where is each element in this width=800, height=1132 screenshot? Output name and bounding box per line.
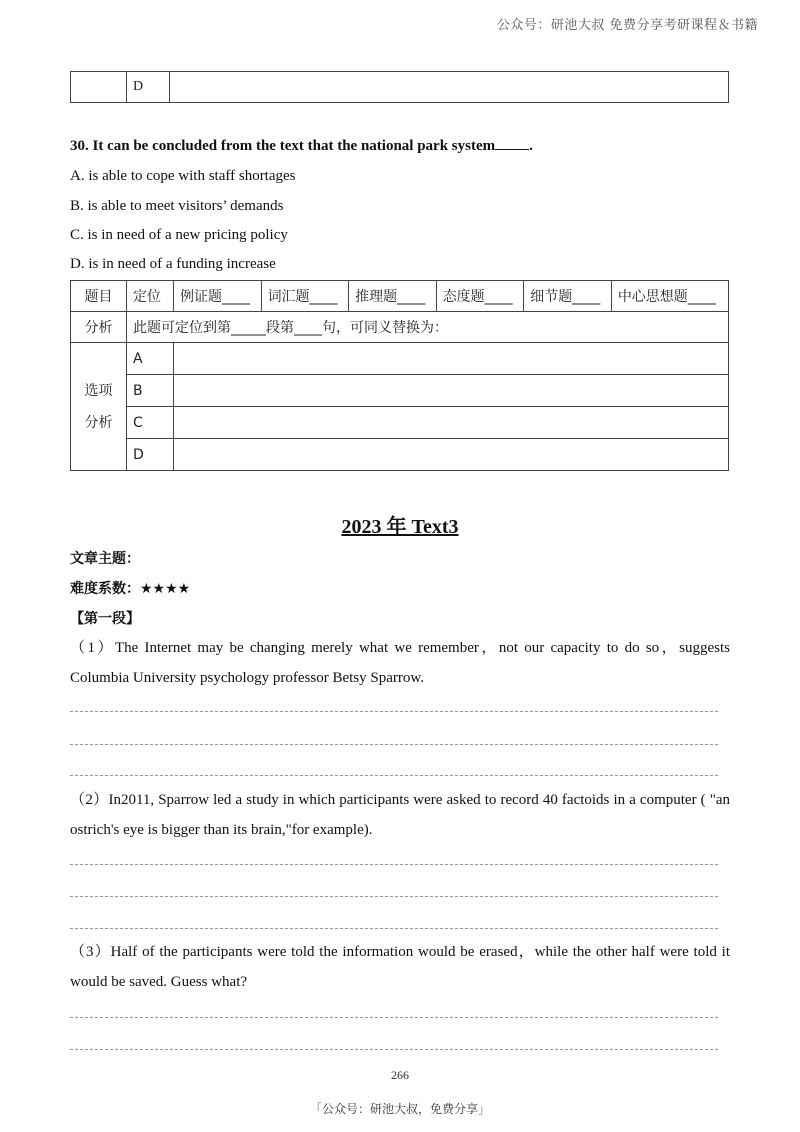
option-cell: D [127, 72, 170, 103]
dashed-line [70, 896, 718, 897]
empty-cell [71, 72, 127, 103]
dashed-line [70, 711, 718, 712]
option-a-cell: A [127, 343, 174, 375]
question-text: 30. It can be concluded from the text that the national park system [70, 138, 496, 154]
type-detail: 细节题____ [524, 281, 612, 312]
label-topic: 题目 [71, 281, 127, 312]
option-c: C. is in need of a new pricing policy [70, 227, 288, 243]
option-d: D. is in need of a funding increase [70, 256, 276, 272]
option-c-answer [174, 407, 729, 439]
type-inference: 推理题____ [349, 281, 437, 312]
header-note: 公众号：研池大叔 免费分享考研课程＆书籍 [496, 18, 758, 33]
option-a: A. is able to cope with staff shortages [70, 168, 296, 184]
analysis-table [70, 280, 729, 471]
section-title: 2023 年 Text3 [341, 516, 459, 538]
difficulty-label: 难度系数：★★★★ [70, 581, 191, 597]
dashed-line [70, 775, 718, 776]
question-end: . [529, 138, 533, 154]
answer-cell [170, 72, 729, 103]
type-locate: 定位 [127, 281, 174, 312]
dashed-line [70, 1017, 718, 1018]
type-vocab: 词汇题____ [261, 281, 349, 312]
option-label-1: 选项 [84, 382, 113, 399]
question-title [70, 138, 533, 155]
sentence-3: （3）Half of the participants were told the information would be erased，while the other half were told it would be saved. Guess what? [70, 944, 730, 990]
option-d-answer [174, 439, 729, 471]
page-number: 266 [391, 1068, 409, 1082]
option-c-cell: C [127, 407, 174, 439]
theme-label: 文章主题： [70, 551, 140, 567]
option-b-cell: B [127, 375, 174, 407]
option-b-answer [174, 375, 729, 407]
dashed-line [70, 744, 718, 745]
label-analysis: 分析 [71, 312, 127, 343]
option-label-2: 分析 [84, 414, 113, 431]
option-b: B. is able to meet visitors’ demands [70, 198, 284, 214]
footer-note: 「公众号：研池大叔，免费分享」 [309, 1102, 490, 1116]
dashed-line [70, 928, 718, 929]
sentence-2: （2）In2011, Sparrow led a study in which participants were asked to record 40 factoids in a computer ( "an ostrich's eye is bigger than its brain,"for example). [70, 792, 730, 838]
blank-line [495, 148, 529, 150]
sentence-1: （1）The Internet may be changing merely what we remember，not our capacity to do so，suggests Columbia University psychology professor Betsy Sparrow. [70, 640, 730, 686]
dashed-line [70, 864, 718, 865]
locate-text: 此题可定位到第_____段第____句，可同义替换为： [127, 312, 729, 343]
dashed-line [70, 1049, 718, 1050]
type-example: 例证题____ [174, 281, 262, 312]
type-attitude: 态度题____ [436, 281, 524, 312]
top-table [70, 71, 729, 103]
paragraph-label: 【第一段】 [70, 611, 140, 627]
type-main-idea: 中心思想题____ [611, 281, 728, 312]
option-analysis-label [71, 343, 127, 471]
option-a-answer [174, 343, 729, 375]
option-d-cell: D [127, 439, 174, 471]
